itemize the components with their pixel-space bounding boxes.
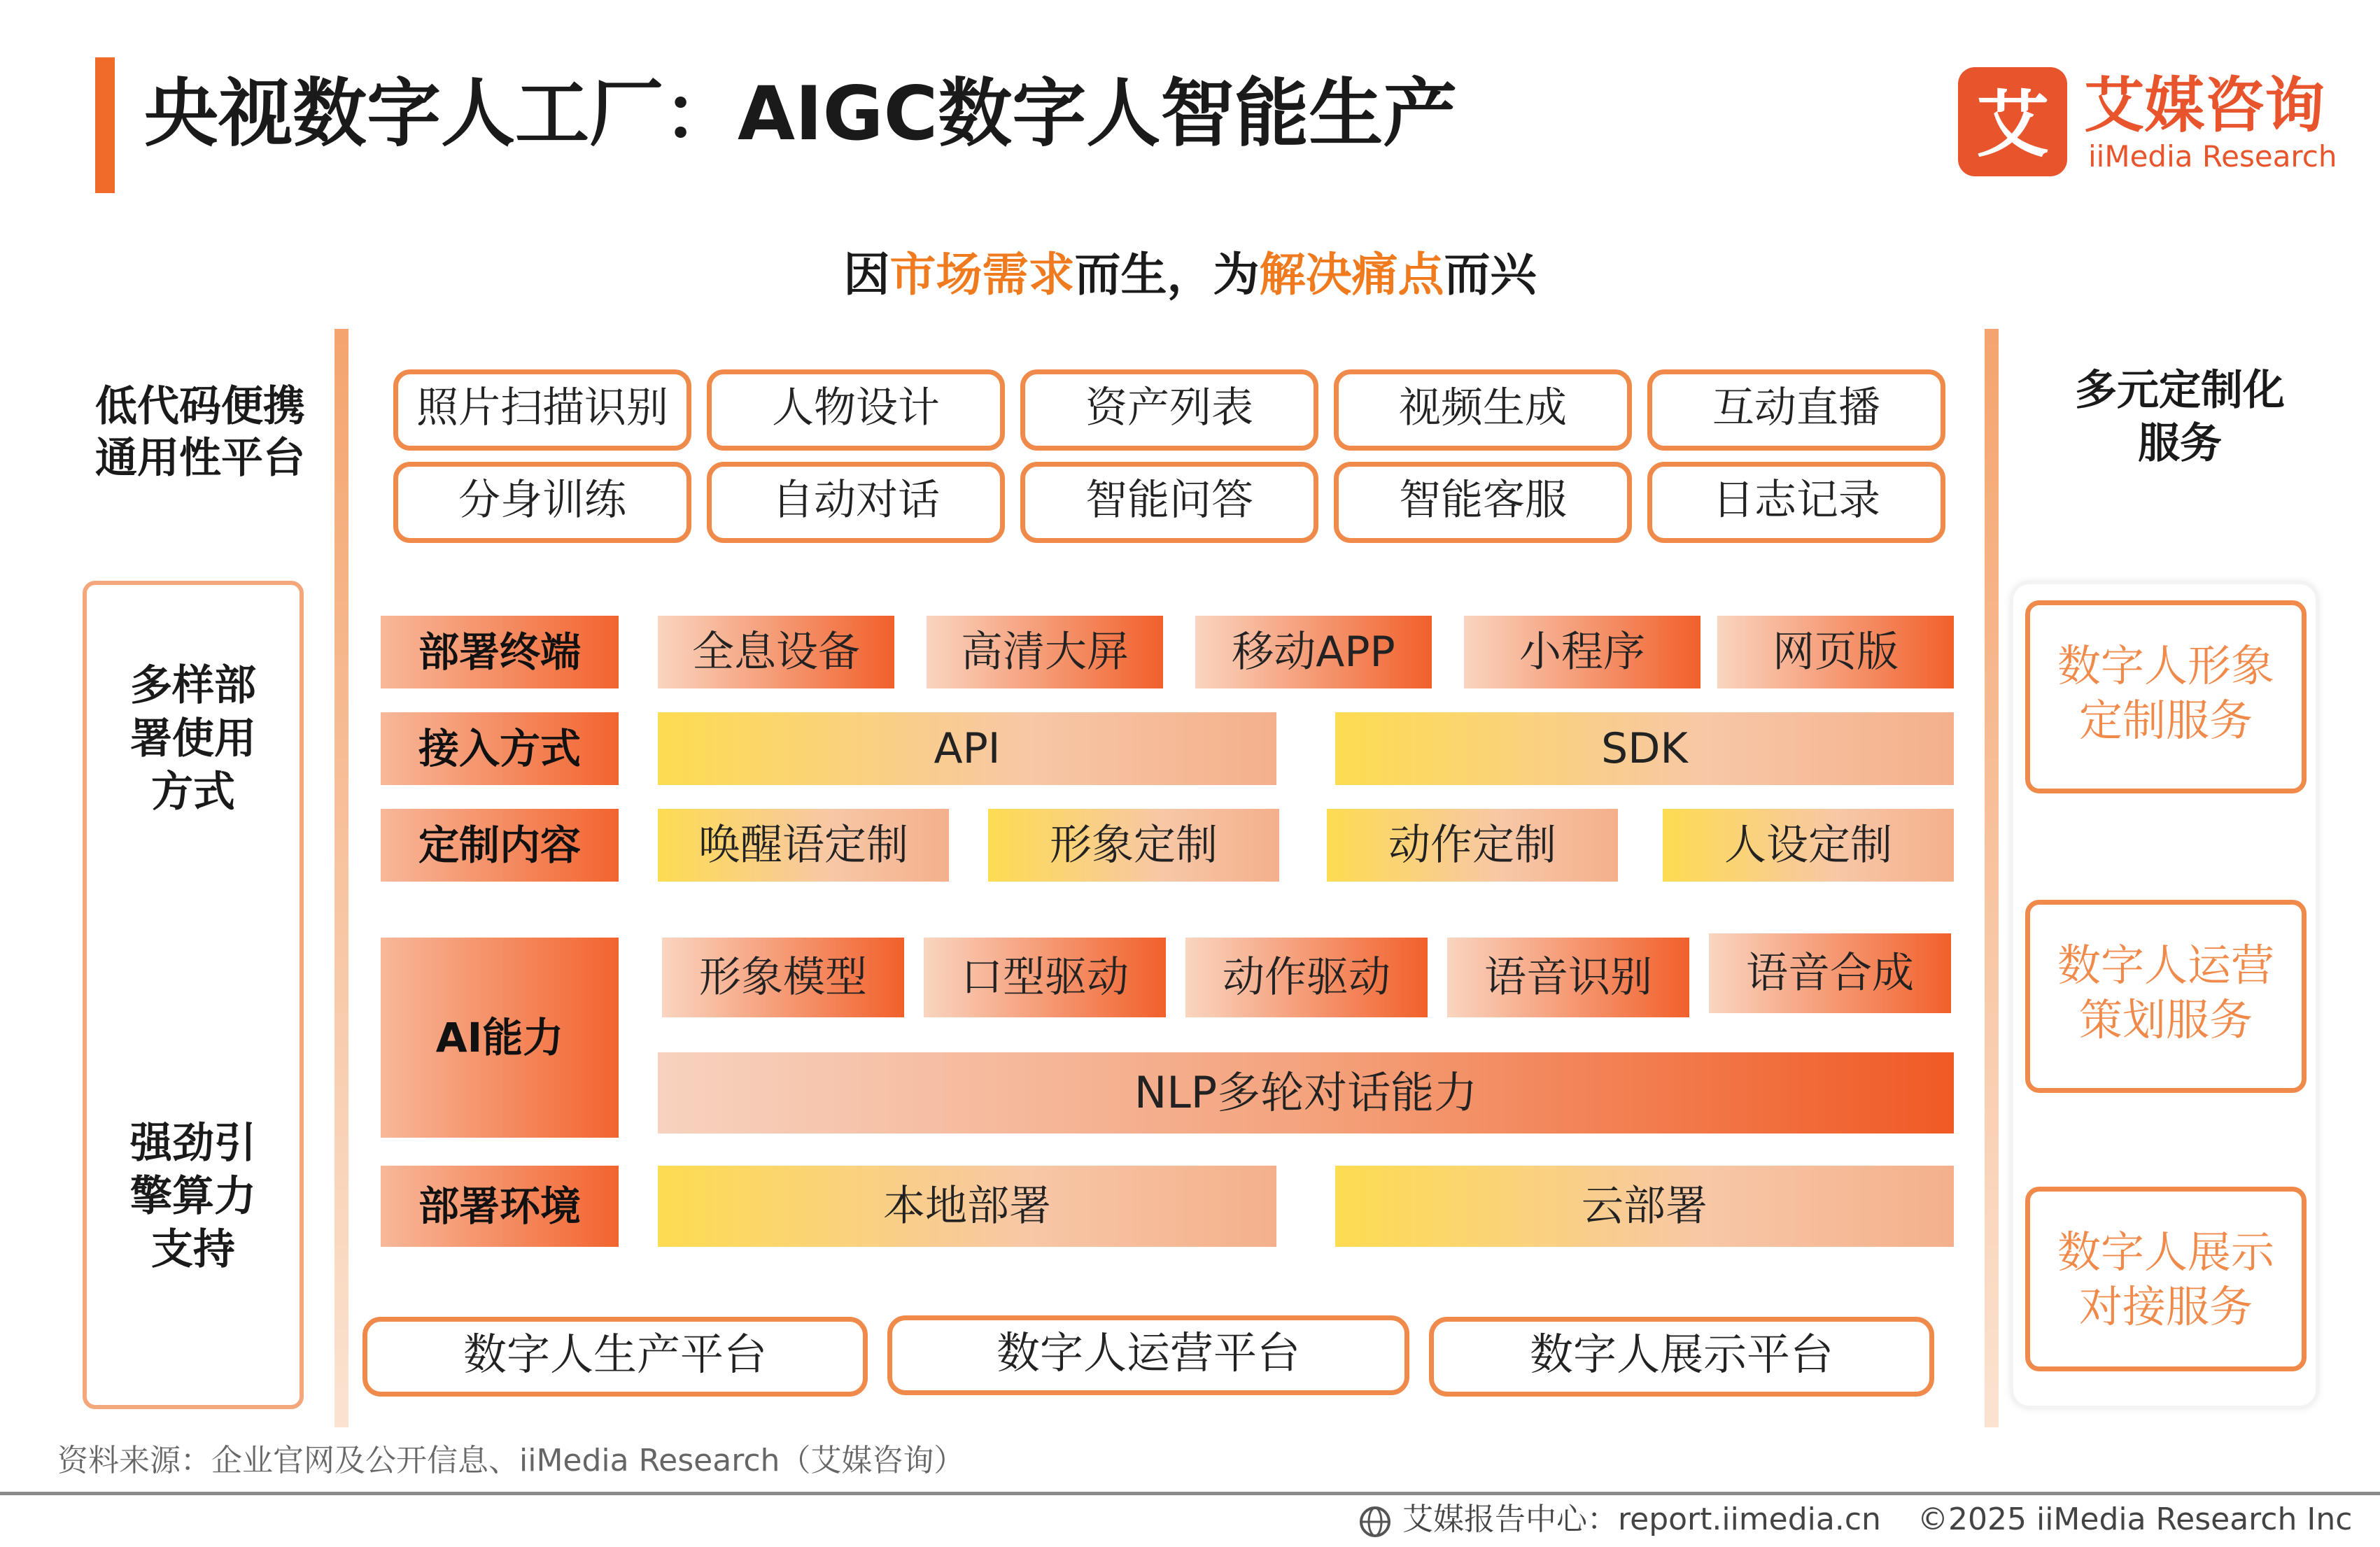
row-label-env: 部署环境	[381, 1166, 619, 1247]
row-label-access: 接入方式	[381, 712, 619, 785]
feature-pill: 互动直播	[1647, 369, 1945, 451]
row-label-ai: AI能力	[381, 938, 619, 1138]
platform-production: 数字人生产平台	[362, 1317, 868, 1397]
custom-item: 形象定制	[988, 809, 1279, 882]
custom-item: 人设定制	[1663, 809, 1954, 882]
terminal-item: 网页版	[1717, 616, 1954, 688]
title-accent-bar	[95, 57, 115, 193]
platform-display: 数字人展示平台	[1429, 1317, 1934, 1397]
terminal-item: 移动APP	[1195, 616, 1432, 688]
ai-item: 形象模型	[662, 938, 904, 1017]
service-box: 数字人展示 对接服务	[2025, 1187, 2307, 1371]
feature-pill: 资产列表	[1020, 369, 1318, 451]
custom-item: 唤醒语定制	[658, 809, 949, 882]
report-center-link[interactable]: 艾媒报告中心：report.iimedia.cn	[1402, 1502, 1881, 1537]
row-label-custom: 定制内容	[381, 809, 619, 882]
feature-pill: 智能客服	[1334, 462, 1632, 543]
custom-service-heading: 多元定制化 服务	[2075, 366, 2285, 468]
ai-item: 语音合成	[1709, 933, 1951, 1013]
platform-operation: 数字人运营平台	[887, 1315, 1409, 1395]
feature-pill: 自动对话	[707, 462, 1005, 543]
subtitle: 因市场需求而生，为解决痛点而兴	[843, 248, 1537, 302]
copyright: ©2025 iiMedia Research Inc	[1917, 1502, 2353, 1537]
right-divider-line	[1985, 329, 1999, 1427]
env-item-local: 本地部署	[658, 1166, 1276, 1247]
nlp-capability: NLP多轮对话能力	[658, 1052, 1954, 1133]
imedia-logo-icon	[1958, 67, 2067, 176]
row-label-terminal: 部署终端	[381, 616, 619, 688]
custom-item: 动作定制	[1327, 809, 1618, 882]
terminal-item: 高清大屏	[927, 616, 1163, 688]
service-box: 数字人运营 策划服务	[2025, 900, 2307, 1093]
feature-pill: 视频生成	[1334, 369, 1632, 451]
feature-pill: 智能问答	[1020, 462, 1318, 543]
footer-divider	[0, 1492, 2380, 1495]
svg-text:艾: 艾	[1976, 82, 2050, 167]
feature-pill: 照片扫描识别	[393, 369, 691, 451]
deploy-usage-label: 多样部 署使用 方式	[130, 661, 256, 817]
logo-name-cn: 艾媒咨询	[2084, 71, 2325, 141]
ai-item: 语音识别	[1447, 938, 1689, 1017]
logo-name-en: iiMedia Research	[2088, 139, 2337, 174]
feature-pill: 分身训练	[393, 462, 691, 543]
feature-pill: 人物设计	[707, 369, 1005, 451]
source-note: 资料来源：企业官网及公开信息、iiMedia Research（艾媒咨询）	[57, 1443, 965, 1478]
platform-heading: 低代码便携 通用性平台	[95, 382, 305, 483]
terminal-item: 小程序	[1464, 616, 1700, 688]
page-title: 央视数字人工厂：AIGC数字人智能生产	[144, 71, 1458, 157]
service-box: 数字人形象 定制服务	[2025, 600, 2307, 793]
terminal-item: 全息设备	[658, 616, 894, 688]
env-item-cloud: 云部署	[1335, 1166, 1954, 1247]
globe-icon	[1358, 1504, 1393, 1539]
access-item-api: API	[658, 712, 1276, 785]
ai-item: 口型驱动	[924, 938, 1166, 1017]
ai-item: 动作驱动	[1185, 938, 1428, 1017]
access-item-sdk: SDK	[1335, 712, 1954, 785]
engine-power-label: 强劲引 擎算力 支持	[130, 1119, 256, 1274]
feature-pill: 日志记录	[1647, 462, 1945, 543]
left-divider-line	[335, 329, 348, 1427]
